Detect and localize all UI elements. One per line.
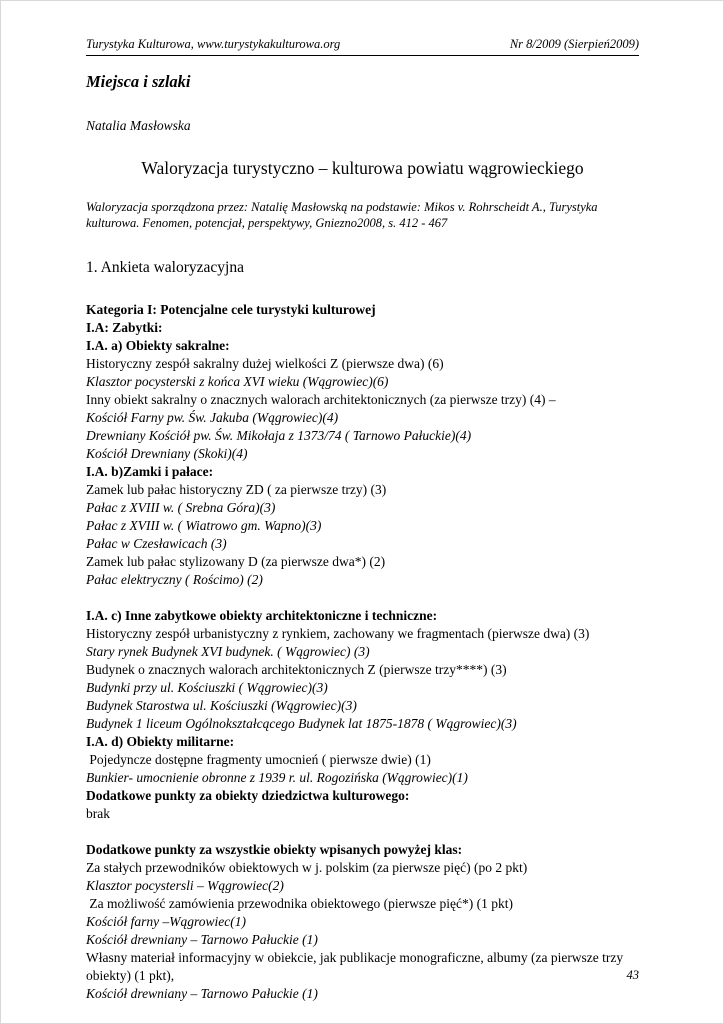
body-line: Inny obiekt sakralny o znacznych walorach architektonicznych (za pierwsze trzy) (4) – <box>86 392 556 407</box>
body-line: Zamek lub pałac historyczny ZD ( za pierwsze trzy) (3) <box>86 482 387 497</box>
body-line: Bunkier- umocnienie obronne z 1939 r. ul. Rogozińska (Wągrowiec)(1) <box>86 770 468 785</box>
body-line: Klasztor pocysterski z końca XVI wieku (Wągrowiec)(6) <box>86 374 389 389</box>
body-line: Kościół Farny pw. Św. Jakuba (Wągrowiec)(4) <box>86 410 339 425</box>
body-line: Pałac z XVIII w. ( Srebna Góra)(3) <box>86 500 276 515</box>
body-line: Budynek o znacznych walorach architektonicznych Z (pierwsze trzy****) (3) <box>86 662 507 677</box>
journal-name: Turystyka Kulturowa, www.turystykakulturowa.org <box>86 37 341 51</box>
issue-number: Nr 8/2009 (Sierpień2009) <box>509 37 639 51</box>
body-line: Dodatkowe punkty za wszystkie obiekty wpisanych powyżej klas: <box>86 842 463 857</box>
author-name: Natalia Masłowska <box>86 118 191 133</box>
body-line: Kościół drewniany – Tarnowo Pałuckie (1) <box>86 932 318 947</box>
body-line: Kościół Drewniany (Skoki)(4) <box>86 446 248 461</box>
body-line: Zamek lub pałac stylizowany D (za pierwsze dwa*) (2) <box>86 554 386 569</box>
body-line: Własny materiał informacyjny w obiekcie, jak publikacje monograficzne, albumy (za pierwsze trzy obiekty) (1 pkt), <box>86 950 627 983</box>
body-line: I.A. d) Obiekty militarne: <box>86 734 235 749</box>
page-number: 43 <box>626 968 639 982</box>
body-line: Za stałych przewodników obiektowych w j. polskim (za pierwsze pięć) (po 2 pkt) <box>86 860 528 875</box>
body-line: Pałac w Czesławicach (3) <box>86 536 227 551</box>
body-line: Drewniany Kościół pw. Św. Mikołaja z 1373/74 ( Tarnowo Pałuckie)(4) <box>86 428 472 443</box>
body-line: Pałac elektryczny ( Rościmo) (2) <box>86 572 263 587</box>
body-line: I.A. a) Obiekty sakralne: <box>86 338 230 353</box>
body-line: Stary rynek Budynek XVI budynek. ( Wągrowiec) (3) <box>86 644 370 659</box>
body-line: I.A. b)Zamki i pałace: <box>86 464 214 479</box>
body-line: Budynki przy ul. Kościuszki ( Wągrowiec)(3) <box>86 680 328 695</box>
body-line: Pałac z XVIII w. ( Wiatrowo gm. Wapno)(3) <box>86 518 322 533</box>
rubric-title: Miejsca i szlaki <box>86 72 191 91</box>
body-line: Pojedyncze dostępne fragmenty umocnień ( pierwsze dwie) (1) <box>86 752 431 767</box>
article-title: Waloryzacja turystyczno – kulturowa powiatu wągrowieckiego <box>141 158 584 178</box>
source-note: Waloryzacja sporządzona przez: Natalię Masłowską na podstawie: Mikos v. Rohrscheidt A., Turystyka kulturowa. Fenomen, potencjał, perspektywy, Gniezno2008, s. 412 - 467 <box>86 200 598 230</box>
body-line: Historyczny zespół sakralny dużej wielkości Z (pierwsze dwa) (6) <box>86 356 444 371</box>
body-line: Budynek 1 liceum Ogólnokształcącego Budynek lat 1875-1878 ( Wągrowiec)(3) <box>86 716 517 731</box>
section-heading: 1. Ankieta waloryzacyjna <box>86 259 244 276</box>
body-line: Kościół drewniany – Tarnowo Pałuckie (1) <box>86 986 318 1001</box>
body-line: Historyczny zespół urbanistyczny z rynkiem, zachowany we fragmentach (pierwsze dwa) (3) <box>86 626 590 641</box>
body-line: Klasztor pocystersli – Wągrowiec(2) <box>86 878 284 893</box>
page-header <box>86 37 639 56</box>
body-line: Kategoria I: Potencjalne cele turystyki kulturowej <box>86 302 376 317</box>
body-line: I.A. c) Inne zabytkowe obiekty architektoniczne i techniczne: <box>86 608 438 623</box>
body-line: Dodatkowe punkty za obiekty dziedzictwa kulturowego: <box>86 788 410 803</box>
article-body <box>86 301 639 1003</box>
body-line: Budynek Starostwa ul. Kościuszki (Wągrowiec)(3) <box>86 698 357 713</box>
body-line: I.A: Zabytki: <box>86 320 163 335</box>
body-line: Kościół farny –Wągrowiec(1) <box>86 914 246 929</box>
body-line: brak <box>86 806 110 821</box>
body-line: Za możliwość zamówienia przewodnika obiektowego (pierwsze pięć*) (1 pkt) <box>86 896 513 911</box>
